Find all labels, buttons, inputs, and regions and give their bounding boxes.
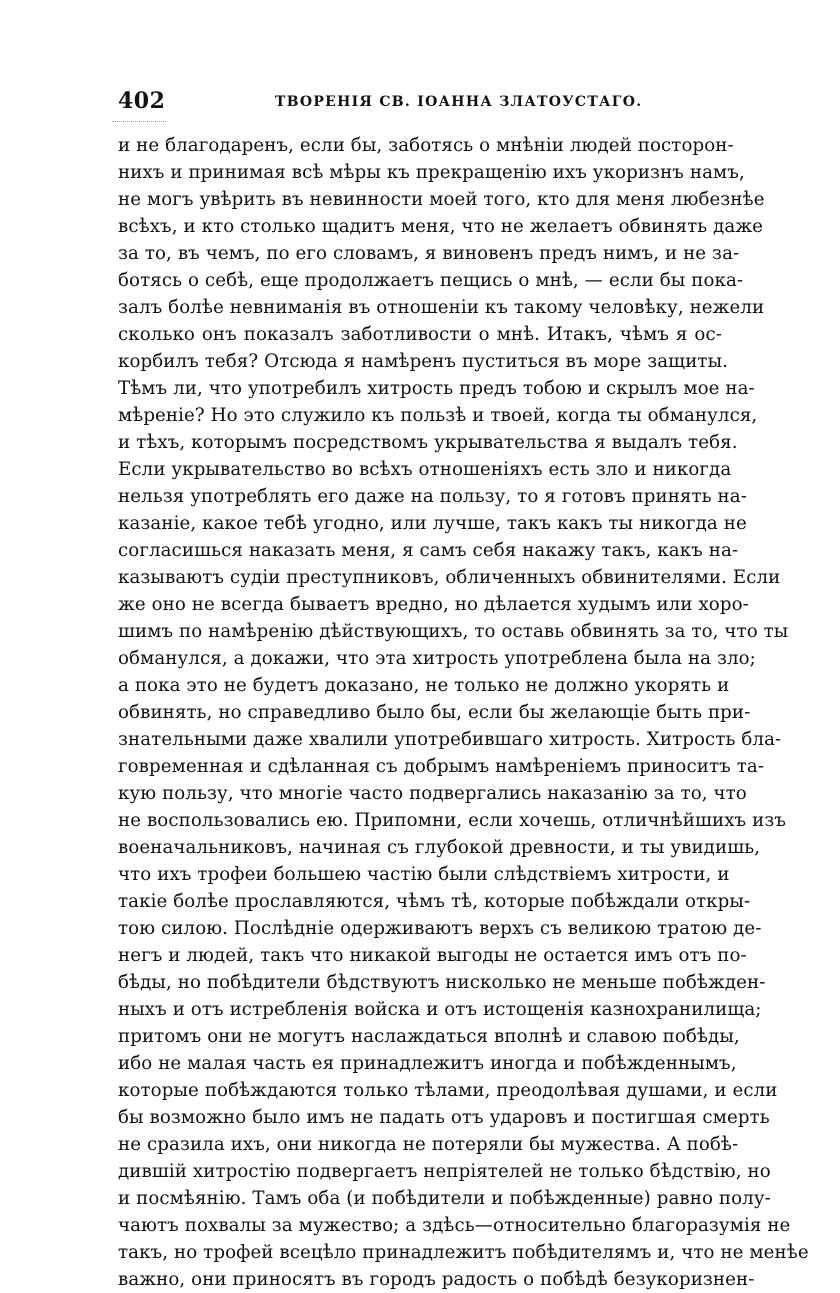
text-line: ботясь о себѣ, еще продолжаетъ пещись о мнѣ, — если бы пока-: [118, 270, 744, 291]
text-line: не воспользовались ею. Припомни, если хочешь, отличнѣйшихъ изъ: [118, 810, 787, 831]
text-line: за то, въ чемъ, по его словамъ, я виновенъ предъ нимъ, и не за-: [118, 243, 740, 264]
text-line: бы возможно было имъ не падать отъ ударовъ и постигшая смерть: [118, 1107, 770, 1128]
text-line: которые побѣждаются только тѣлами, преодолѣвая душами, и если: [118, 1080, 778, 1101]
text-line: обманулся, а докажи, что эта хитрость употреблена была на зло;: [118, 648, 756, 669]
text-line: знательными даже хвалили употребившаго хитрость. Хитрость бла-: [118, 729, 782, 750]
text-line: кую пользу, что многіе часто подвергались наказанію за то, что: [118, 783, 747, 804]
text-line: такъ, но трофей всецѣло принадлежитъ побѣдителямъ и, что не менѣе: [118, 1242, 809, 1263]
text-line: корбилъ тебя? Отсюда я намѣренъ пуститься въ море защиты.: [118, 351, 729, 372]
text-line: залъ болѣе невниманія въ отношеніи къ такому человѣку, нежели: [118, 297, 765, 318]
text-line: бѣды, но побѣдители бѣдствуютъ нисколько не меньше побѣжден-: [118, 972, 766, 993]
text-line: всѣхъ, и кто столько щадитъ меня, что не желаетъ обвинять даже: [118, 216, 764, 237]
text-line: и не благодаренъ, если бы, заботясь о мнѣніи людей посторон-: [118, 135, 734, 156]
text-line: военачальниковъ, начиная съ глубокой древности, и ты увидишь,: [118, 837, 761, 858]
page-number: 402: [118, 88, 166, 114]
text-line: сколько онъ показалъ заботливости о мнѣ. Итакъ, чѣмъ я ос-: [118, 324, 722, 345]
text-line: мѣреніе? Но это служило къ пользѣ и твоей, когда ты обманулся,: [118, 405, 758, 426]
text-line: ибо не малая часть ея принадлежитъ иногда и побѣжденнымъ,: [118, 1053, 737, 1074]
text-line: шимъ по намѣренію дѣйствующихъ, то оставь обвинять за то, что ты: [118, 621, 789, 642]
text-line: Если укрывательство во всѣхъ отношеніяхъ есть зло и никогда: [118, 459, 732, 480]
text-line: важно, они приносятъ въ городъ радость о побѣдѣ безукоризнен-: [118, 1269, 755, 1290]
header-rule: [112, 121, 166, 123]
text-line: нихъ и принимая всѣ мѣры къ прекращенію ихъ укоризнъ намъ,: [118, 162, 745, 183]
text-line: нельзя употреблять его даже на пользу, то я готовъ принять на-: [118, 486, 747, 507]
text-line: ныхъ и отъ истребленія войска и отъ истощенія казнохранилища;: [118, 999, 762, 1020]
text-line: что ихъ трофеи большею частію были слѣдствіемъ хитрости, и: [118, 864, 730, 885]
text-line: такіе болѣе прославляются, чѣмъ тѣ, которые побѣждали откры-: [118, 891, 751, 912]
text-line: не сразила ихъ, они никогда не потеряли бы мужества. А побѣ-: [118, 1134, 739, 1155]
text-line: негъ и людей, такъ что никакой выгоды не остается имъ отъ по-: [118, 945, 747, 966]
text-line: и тѣхъ, которымъ посредствомъ укрывательства я выдалъ тебя.: [118, 432, 738, 453]
text-line: и посмѣянію. Тамъ оба (и побѣдители и побѣжденные) равно полу-: [118, 1188, 771, 1209]
text-line: казаніе, какое тебѣ угодно, или лучше, такъ какъ ты никогда не: [118, 513, 747, 534]
text-line: чаютъ похвалы за мужество; а здѣсь—относительно благоразумія не: [118, 1215, 791, 1236]
text-line: согласишься наказать меня, я самъ себя накажу такъ, какъ на-: [118, 540, 739, 561]
text-line: же оно не всегда бываетъ вредно, но дѣлается худымъ или хоро-: [118, 594, 749, 615]
text-line: Тѣмъ ли, что употребилъ хитрость предъ тобою и скрылъ мое на-: [118, 378, 755, 399]
text-line: тою силою. Послѣдніе одерживаютъ верхъ съ великою тратою де-: [118, 918, 762, 939]
body-text: [118, 132, 809, 1293]
text-line: дившій хитростію подвергаетъ непріятелей не только бѣдствію, но: [118, 1161, 771, 1182]
text-line: обвинять, но справедливо было бы, если бы желающіе быть при-: [118, 702, 751, 723]
text-line: а пока это не будетъ доказано, не только не должно укорять и: [118, 675, 730, 696]
text-line: казываютъ судіи преступниковъ, обличенныхъ обвинителями. Если: [118, 567, 781, 588]
text-line: говременная и сдѣланная съ добрымъ намѣреніемъ приноситъ та-: [118, 756, 765, 777]
running-title: ТВОРЕНІЯ СВ. ІОАННА ЗЛАТОУСТАГО.: [275, 94, 643, 110]
text-line: притомъ они не могутъ наслаждаться вполнѣ и славою побѣды,: [118, 1026, 740, 1047]
text-line: не могъ увѣрить въ невинности моей того, кто для меня любезнѣе: [118, 189, 765, 210]
